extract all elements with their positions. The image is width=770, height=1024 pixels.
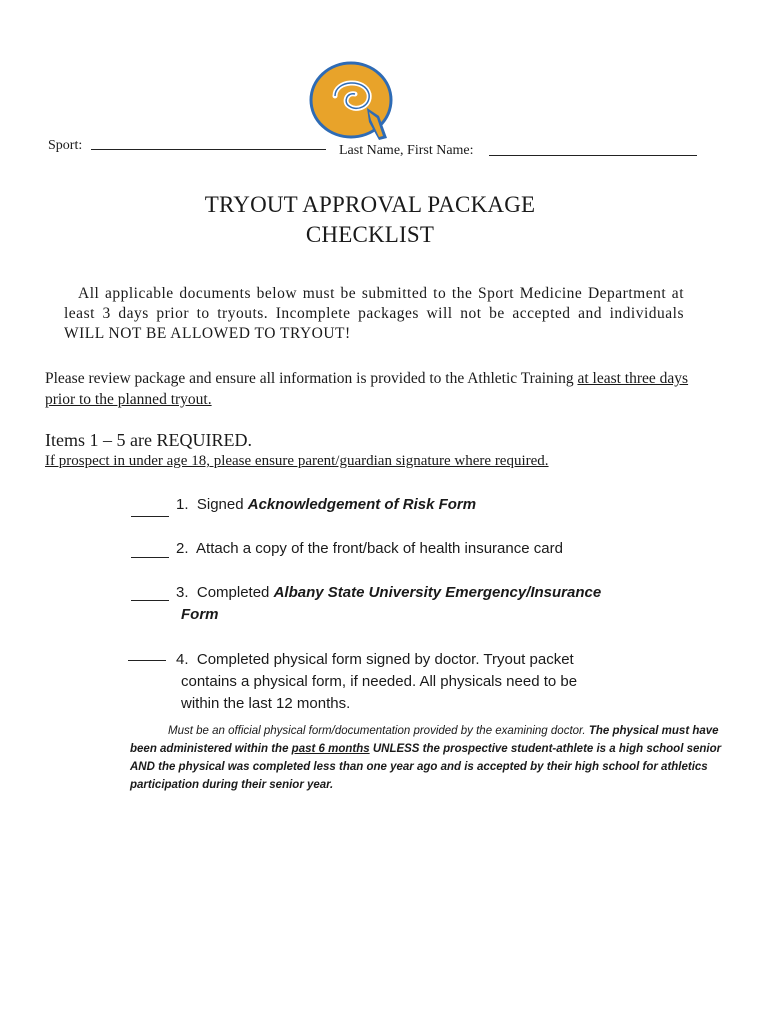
ram-logo <box>307 60 399 144</box>
checklist-item-4 <box>176 649 574 671</box>
item-prefix: Completed <box>196 584 274 601</box>
page-title-line2: CHECKLIST <box>305 222 435 247</box>
sport-label: Sport: <box>48 138 83 153</box>
note-bold-underlined: past 6 months <box>291 743 370 755</box>
item-text: Attach a copy of the front/back of health insurance card <box>196 540 563 557</box>
checklist-item-3-cont <box>181 604 219 626</box>
item-number: 1. <box>176 496 189 513</box>
item-emphasis-cont: Form <box>181 606 219 623</box>
intro-paragraph: All applicable documents below must be submitted to the Sport Medicine Department at least 3 days prior to tryouts. Incomplete packages will not be accepted and individuals WILL NOT BE ALLOWED TO TRYOUT! <box>64 285 684 342</box>
minor-heading: If prospect in under age 18, please ensure parent/guardian signature where required. <box>45 453 549 469</box>
review-text: Please review package and ensure all information is provided to the Athletic Training <box>45 370 578 387</box>
page-title-line1: TRYOUT APPROVAL PACKAGE <box>204 192 536 217</box>
item-text-line1: Completed physical form signed by doctor. Tryout packet <box>196 651 574 668</box>
sport-field[interactable] <box>91 149 326 150</box>
item-number: 2. <box>176 540 189 557</box>
item-prefix: Signed <box>196 496 248 513</box>
item-3-checkbox-line[interactable] <box>131 600 169 601</box>
item-1-checkbox-line[interactable] <box>131 516 169 517</box>
item-4-line2: contains a physical form, if needed. All physicals need to be <box>181 673 578 690</box>
review-paragraph <box>45 368 690 410</box>
item-4-checkbox-line[interactable] <box>128 660 166 661</box>
items-heading: Items 1 – 5 are REQUIRED. <box>45 430 252 450</box>
note-bold1: The physical must have been administered within the <box>130 725 719 755</box>
checklist-item-1 <box>176 494 476 516</box>
note-bold2: UNLESS the prospective student-athlete is a high school senior AND the physical was completed less than one year ago and is accepted by their high school for athletics participation during their senior year. <box>130 743 722 791</box>
name-label: Last Name, First Name: <box>339 143 474 158</box>
item-4-line3: within the last 12 months. <box>181 695 351 712</box>
name-field[interactable] <box>489 155 697 156</box>
item-emphasis: Acknowledgement of Risk Form <box>247 496 477 513</box>
checklist-item-2 <box>176 538 563 560</box>
note-part1: Must be an official physical form/documentation provided by the examining doctor. <box>168 725 589 737</box>
item-emphasis: Albany State University Emergency/Insurance <box>273 584 602 601</box>
item-number: 4. <box>176 651 189 668</box>
checklist-item-3 <box>176 582 601 604</box>
item-number: 3. <box>176 584 189 601</box>
physical-note <box>130 722 730 794</box>
item-2-checkbox-line[interactable] <box>131 557 169 558</box>
review-deadline: at least three days prior to the planned tryout. <box>45 370 689 408</box>
